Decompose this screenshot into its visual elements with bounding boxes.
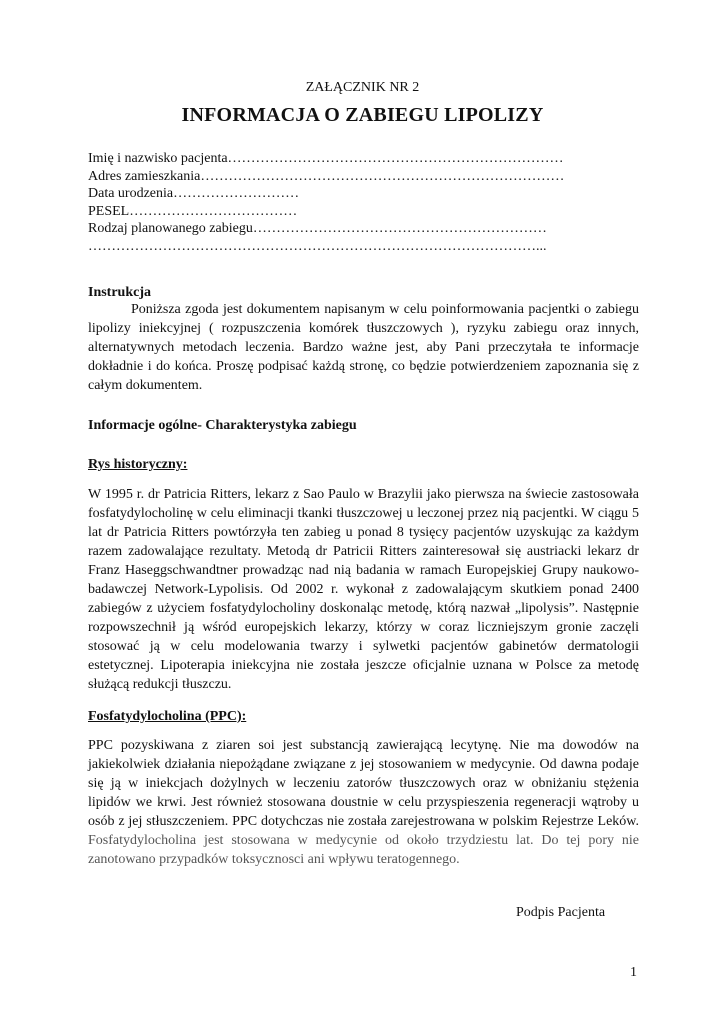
field-address: Adres zamieszkania…………………………………………………………………… <box>88 168 565 184</box>
ppc-text-grey: Fosfatydylocholina jest stosowana w medycynie od około trzydziestu lat. Do tej pory nie zanotowano przypadków toksycznosci ani wpływu teratogennego. <box>88 833 639 867</box>
patient-signature-label: Podpis Pacjenta <box>516 905 606 920</box>
annex-label: ZAŁĄCZNIK NR 2 <box>305 80 420 95</box>
instruction-text: Poniższa zgoda jest dokumentem napisanym w celu poinformowania pacjentki o zabiegu lipolizy iniekcyjnej ( rozpuszczenia komórek tłuszczowych ), ryzyku zabiegu oraz innych, alternatywnych metodach leczenia. Bardzo ważne jest, aby Pani przeczytała te informacje dokładnie i do końca. Proszę podpisać każdą stronę, co będzie potwierdzeniem zapoznania się z całym dokumentem. <box>88 302 639 393</box>
field-birth-date: Data urodzenia……………………… <box>88 186 300 202</box>
patient-fields <box>88 150 648 256</box>
field-pesel: PESEL……………………………… <box>88 203 298 219</box>
history-heading: Rys historyczny: <box>88 457 188 472</box>
document-title: INFORMACJA O ZABIEGU LIPOLIZY <box>181 104 544 126</box>
ppc-text-main: PPC pozyskiwana z ziaren soi jest substancją zawierającą lecytynę. Nie ma dowodów na jakiekolwiek działania niepożądane związane z jej stosowaniem w medycynie. Od dawna podaje się ją w iniekcjach dożylnych w leczeniu zatorów tłuszczowych oraz w obniżaniu stężenia lipidów we krwi. Jest również stosowana doustnie w celu przyspieszenia regeneracji wątroby u osób z jej stłuszczeniem. PPC dotychczas nie została zarejestrowana w polskim Rejestrze Leków. <box>88 738 639 829</box>
field-procedure-type: Rodzaj planowanego zabiegu……………………………………………………… <box>88 221 547 237</box>
ppc-text <box>88 736 639 869</box>
field-patient-name: Imię i nazwisko pacjenta……………………………………………………………… <box>88 151 564 166</box>
general-info-heading: Informacje ogólne- Charakterystyka zabiegu <box>88 418 357 433</box>
history-text: W 1995 r. dr Patricia Ritters, lekarz z Sao Paulo w Brazylii jako pierwsza na świecie zastosowała fosfatydylocholinę w celu eliminacji tkanki tłuszczowej u leczonej przez nią pacjentki. W ciągu 5 lat dr Patricia Ritters powtórzyła ten zabieg u ponad 8 tysięcy pacjentów uzyskując za każdym razem zadowalające rezultaty. Metodą dr Patricii Ritters zainteresował się austriacki lekarz dr Franz Haseggschwandtner prowadząc nad nią badania w ramach Europejskiej Grupy naukowo-badawczej Network-Lypolisis. Od 2002 r. wykonał z zadowalającym skutkiem ponad 2400 zabiegów z użyciem fosfatydylocholiny doskonaląc metodę, którą nazwał „lipolysis”. Następnie rozpowszechnił ją wśród europejskich lekarzy, którzy w coraz liczniejszym gronie zaczęli stosować ją w celu modelowania twarzy i sylwetki pacjentów gabinetów dermatologii estetycznej. Lipoterapia iniekcyjna nie została jeszcze oficjalnie uznana w Polsce za metodę służącą redukcji tłuszczu. <box>88 487 639 692</box>
page-number: 1 <box>630 965 637 980</box>
ppc-heading: Fosfatydylocholina (PPC): <box>88 709 247 724</box>
field-extra-line: ……………………………………………………………………………………... <box>88 238 547 254</box>
instruction-heading: Instrukcja <box>88 285 152 300</box>
